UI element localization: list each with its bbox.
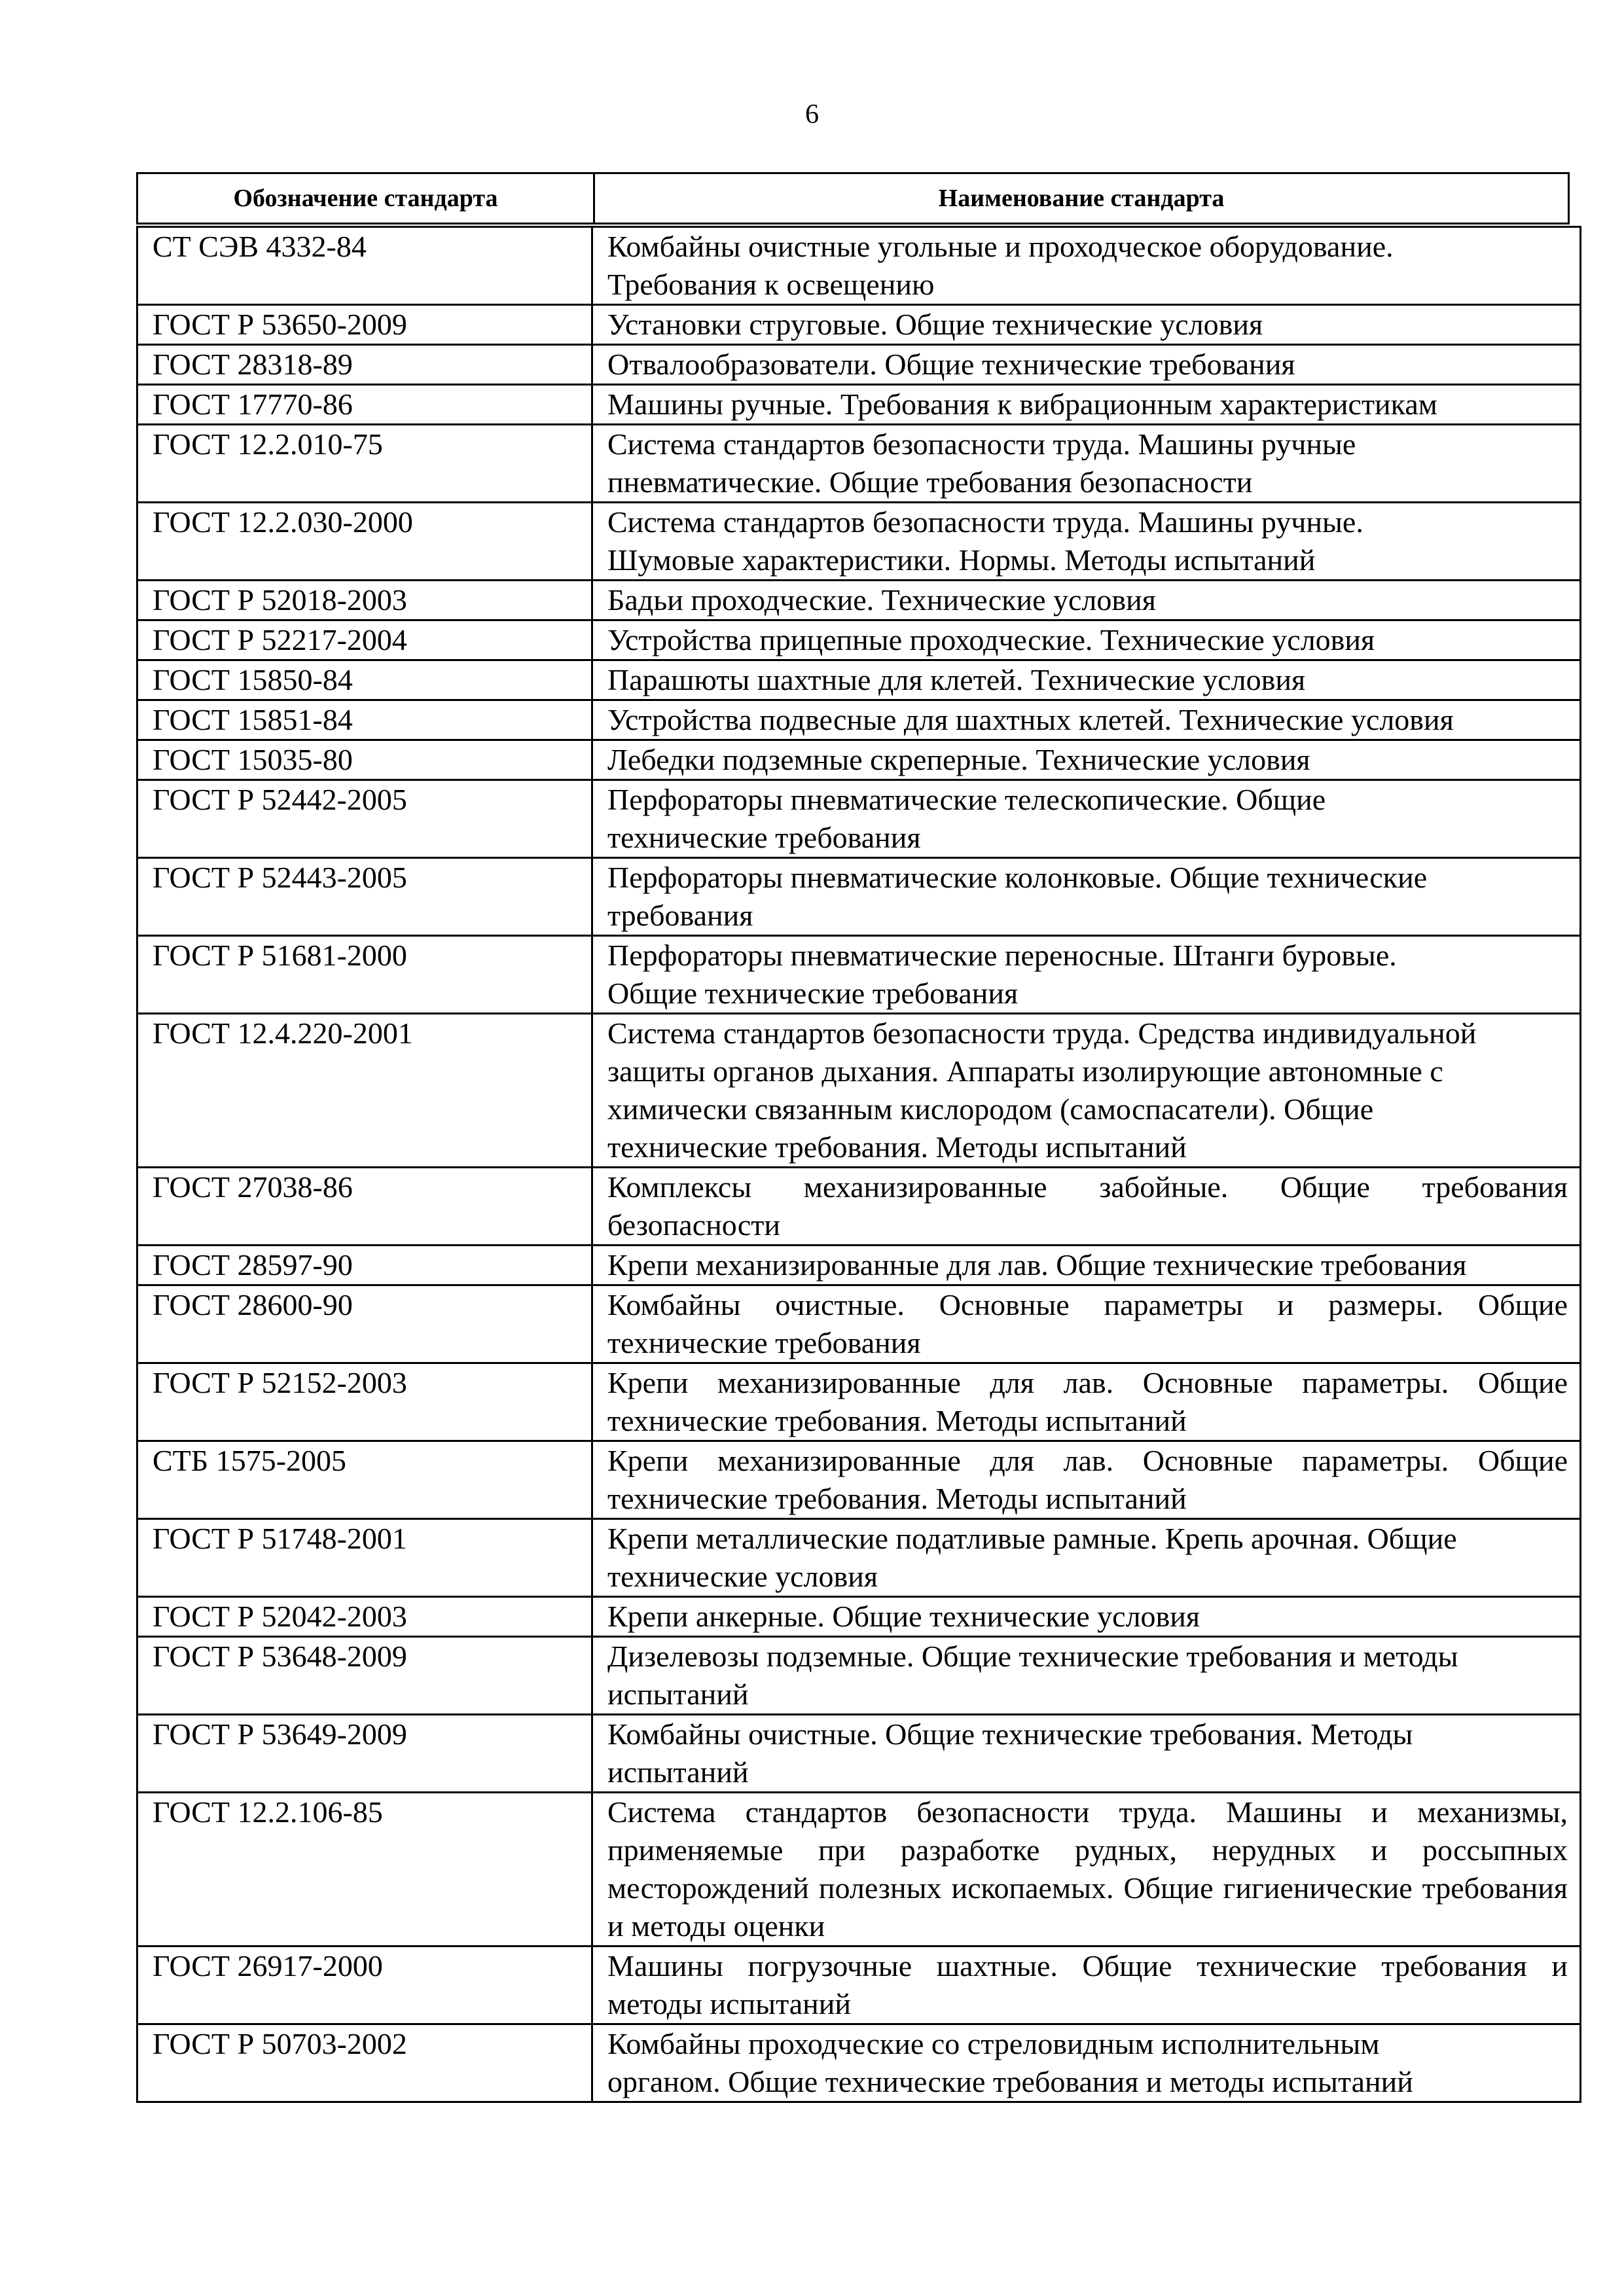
standard-code: СТБ 1575-2005 bbox=[137, 1441, 592, 1519]
standard-name: Крепи механизированные для лав. Основные параметры. Общие технические требования. Методы испытаний bbox=[592, 1363, 1581, 1441]
standard-name: Лебедки подземные скреперные. Технические условия bbox=[592, 740, 1581, 780]
standard-code: ГОСТ Р 51681-2000 bbox=[137, 936, 592, 1014]
standard-name: Отвалообразователи. Общие технические требования bbox=[592, 345, 1581, 385]
table-row bbox=[137, 1715, 1581, 1793]
standard-name: Устройства прицепные проходческие. Технические условия bbox=[592, 620, 1581, 660]
standard-name: Комбайны очистные. Общие технические требования. Методы испытаний bbox=[592, 1715, 1581, 1793]
standard-name: Перфораторы пневматические колонковые. Общие технические требования bbox=[592, 858, 1581, 936]
table-row bbox=[137, 1946, 1581, 2024]
table-row bbox=[137, 503, 1581, 581]
table-row bbox=[137, 1285, 1581, 1363]
standard-code: ГОСТ 12.2.106-85 bbox=[137, 1793, 592, 1946]
standard-code: ГОСТ 17770-86 bbox=[137, 385, 592, 425]
standard-code: ГОСТ Р 52018-2003 bbox=[137, 581, 592, 620]
standard-code: ГОСТ 12.2.030-2000 bbox=[137, 503, 592, 581]
table-row bbox=[137, 227, 1581, 305]
standard-code: ГОСТ Р 52042-2003 bbox=[137, 1597, 592, 1637]
table-row bbox=[137, 1441, 1581, 1519]
table-row bbox=[137, 936, 1581, 1014]
standard-code: ГОСТ Р 50703-2002 bbox=[137, 2024, 592, 2102]
standard-name: Дизелевозы подземные. Общие технические требования и методы испытаний bbox=[592, 1637, 1581, 1715]
table-row bbox=[137, 1793, 1581, 1946]
standard-code: ГОСТ Р 53648-2009 bbox=[137, 1637, 592, 1715]
standard-name: Крепи анкерные. Общие технические условия bbox=[592, 1597, 1581, 1637]
table-row bbox=[137, 2024, 1581, 2102]
standard-code: ГОСТ 15851-84 bbox=[137, 700, 592, 740]
table-row bbox=[137, 700, 1581, 740]
table-row bbox=[137, 1519, 1581, 1597]
standard-name: Бадьи проходческие. Технические условия bbox=[592, 581, 1581, 620]
standards-table-body bbox=[137, 227, 1581, 2102]
standard-code: ГОСТ Р 52217-2004 bbox=[137, 620, 592, 660]
standard-name: Комбайны очистные. Основные параметры и размеры. Общие технические требования bbox=[592, 1285, 1581, 1363]
standard-name: Система стандартов безопасности труда. Средства индивидуальной защиты органов дыхания. Аппараты изолирующие автономные с химически связанным кислородом (самоспасатели). Общие технические требования. Методы испытаний bbox=[592, 1014, 1581, 1168]
standard-code: ГОСТ Р 53649-2009 bbox=[137, 1715, 592, 1793]
standard-code: СТ СЭВ 4332-84 bbox=[137, 227, 592, 305]
header-designation: Обозначение стандарта bbox=[137, 173, 594, 224]
table-row bbox=[137, 305, 1581, 345]
standard-code: ГОСТ Р 52442-2005 bbox=[137, 780, 592, 858]
standard-name: Перфораторы пневматические переносные. Штанги буровые. Общие технические требования bbox=[592, 936, 1581, 1014]
standard-code: ГОСТ Р 52152-2003 bbox=[137, 1363, 592, 1441]
table-row bbox=[137, 425, 1581, 503]
table-row bbox=[137, 858, 1581, 936]
standard-code: ГОСТ 12.2.010-75 bbox=[137, 425, 592, 503]
standard-name: Парашюты шахтные для клетей. Технические условия bbox=[592, 660, 1581, 700]
standard-code: ГОСТ 15035-80 bbox=[137, 740, 592, 780]
standard-name: Комплексы механизированные забойные. Общие требования безопасности bbox=[592, 1168, 1581, 1246]
table-row bbox=[137, 1363, 1581, 1441]
standard-name: Крепи механизированные для лав. Основные параметры. Общие технические требования. Методы испытаний bbox=[592, 1441, 1581, 1519]
standard-code: ГОСТ 28318-89 bbox=[137, 345, 592, 385]
standard-name: Система стандартов безопасности труда. Машины ручные пневматические. Общие требования безопасности bbox=[592, 425, 1581, 503]
table-row bbox=[137, 1246, 1581, 1285]
table-row bbox=[137, 1597, 1581, 1637]
standard-name: Установки струговые. Общие технические условия bbox=[592, 305, 1581, 345]
standard-name: Машины погрузочные шахтные. Общие технические требования и методы испытаний bbox=[592, 1946, 1581, 2024]
standard-code: ГОСТ 12.4.220-2001 bbox=[137, 1014, 592, 1168]
standard-name: Система стандартов безопасности труда. Машины и механизмы, применяемые при разработке рудных, нерудных и россыпных месторождений полезных ископаемых. Общие гигиенические требования и методы оценки bbox=[592, 1793, 1581, 1946]
table-row bbox=[137, 581, 1581, 620]
standard-name: Система стандартов безопасности труда. Машины ручные. Шумовые характеристики. Нормы. Методы испытаний bbox=[592, 503, 1581, 581]
page-number: 6 bbox=[805, 99, 819, 130]
standard-name: Перфораторы пневматические телескопические. Общие технические требования bbox=[592, 780, 1581, 858]
standards-table bbox=[136, 226, 1581, 2103]
table-row bbox=[137, 1637, 1581, 1715]
standard-name: Машины ручные. Требования к вибрационным характеристикам bbox=[592, 385, 1581, 425]
table-row bbox=[137, 345, 1581, 385]
standard-code: ГОСТ Р 53650-2009 bbox=[137, 305, 592, 345]
table-header bbox=[136, 172, 1570, 224]
standard-code: ГОСТ Р 52443-2005 bbox=[137, 858, 592, 936]
header-name: Наименование стандарта bbox=[594, 173, 1569, 224]
standard-name: Устройства подвесные для шахтных клетей. Технические условия bbox=[592, 700, 1581, 740]
table-row bbox=[137, 660, 1581, 700]
standard-code: ГОСТ 28600-90 bbox=[137, 1285, 592, 1363]
table-row bbox=[137, 385, 1581, 425]
table-row bbox=[137, 740, 1581, 780]
standard-name: Комбайны очистные угольные и проходческое оборудование. Требования к освещению bbox=[592, 227, 1581, 305]
standard-code: ГОСТ 15850-84 bbox=[137, 660, 592, 700]
standard-code: ГОСТ Р 51748-2001 bbox=[137, 1519, 592, 1597]
standard-name: Крепи механизированные для лав. Общие технические требования bbox=[592, 1246, 1581, 1285]
table-row bbox=[137, 1014, 1581, 1168]
standard-code: ГОСТ 26917-2000 bbox=[137, 1946, 592, 2024]
table-row bbox=[137, 1168, 1581, 1246]
table-row bbox=[137, 620, 1581, 660]
standard-name: Комбайны проходческие со стреловидным исполнительным органом. Общие технические требования и методы испытаний bbox=[592, 2024, 1581, 2102]
table-row bbox=[137, 780, 1581, 858]
standard-code: ГОСТ 27038-86 bbox=[137, 1168, 592, 1246]
standard-code: ГОСТ 28597-90 bbox=[137, 1246, 592, 1285]
standard-name: Крепи металлические податливые рамные. Крепь арочная. Общие технические условия bbox=[592, 1519, 1581, 1597]
